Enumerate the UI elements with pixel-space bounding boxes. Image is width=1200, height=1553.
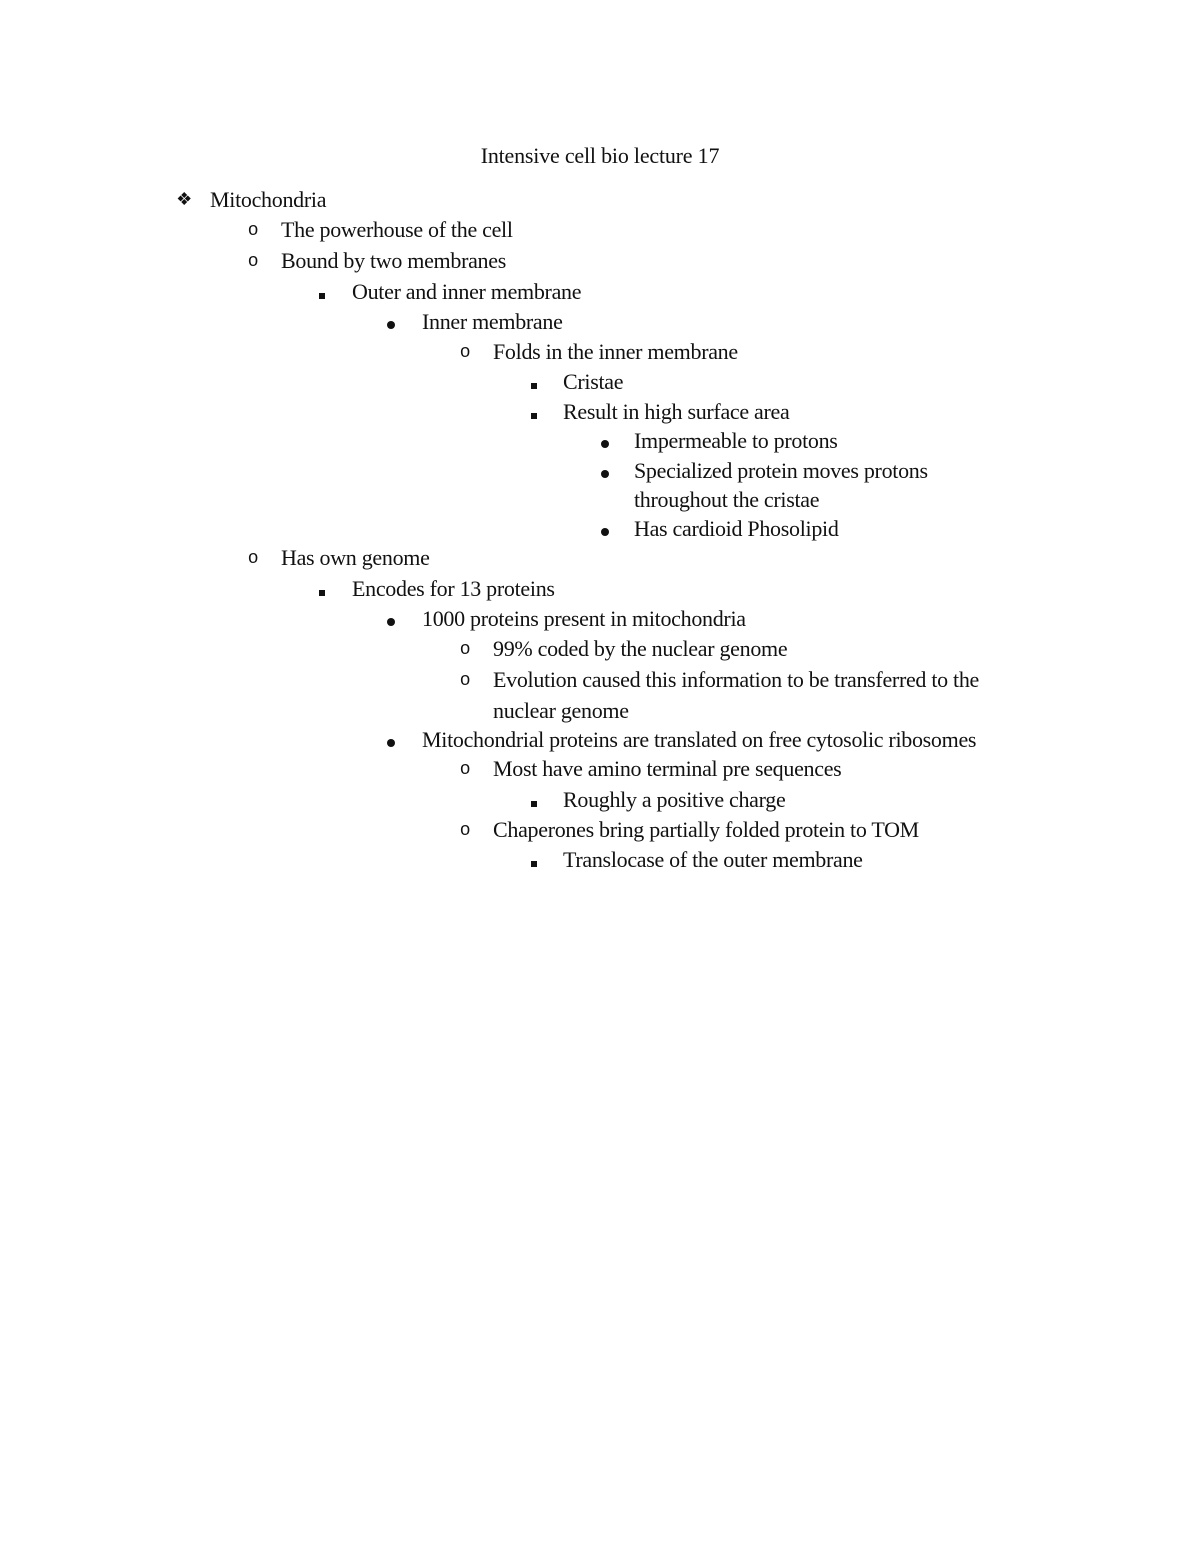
circle-bullet-icon: o <box>460 638 470 658</box>
square-bullet-icon <box>312 277 332 306</box>
circle-bullet-icon: o <box>248 547 258 567</box>
outline-item-text: Folds in the inner membrane <box>493 339 738 364</box>
outline-item <box>0 785 1200 814</box>
dot-bullet-icon <box>381 307 401 336</box>
outline-item <box>0 634 1200 663</box>
outline-item <box>0 277 1200 306</box>
outline-item <box>0 543 1200 572</box>
outline-item <box>0 725 1200 754</box>
outline-item-text: Cristae <box>563 369 624 394</box>
outline-item-text: throughout the cristae <box>634 487 820 512</box>
outline-item-text: The powerhouse of the cell <box>281 217 513 242</box>
outline-item <box>0 514 1200 543</box>
outline-item-text: Result in high surface area <box>563 399 790 424</box>
dot-bullet-icon <box>381 604 401 633</box>
outline-item-text: 99% coded by the nuclear genome <box>493 636 788 661</box>
outline-item-text: nuclear genome <box>493 698 629 723</box>
outline-item <box>0 665 1200 694</box>
outline-item <box>0 845 1200 874</box>
outline-item-text: Roughly a positive charge <box>563 787 786 812</box>
circle-bullet-icon: o <box>460 758 470 778</box>
outline-item-text: Encodes for 13 proteins <box>352 576 555 601</box>
outline-item-text: Has cardioid Phosolipid <box>634 516 839 541</box>
circle-bullet-icon: o <box>460 669 470 689</box>
square-bullet-icon <box>524 367 544 396</box>
square-bullet-icon <box>312 574 332 603</box>
dot-bullet-icon <box>381 725 401 754</box>
outline-item <box>0 604 1200 633</box>
outline-item <box>0 485 1200 514</box>
diamond-bullet-icon: ❖ <box>176 189 192 209</box>
outline-item-text: Chaperones bring partially folded protein to TOM <box>493 817 919 842</box>
outline-item <box>0 367 1200 396</box>
outline-item-text: Most have amino terminal pre sequences <box>493 756 842 781</box>
outline-item-text: Outer and inner membrane <box>352 279 582 304</box>
outline-item <box>0 696 1200 725</box>
square-bullet-icon <box>524 397 544 426</box>
outline-item <box>0 574 1200 603</box>
outline-item <box>0 246 1200 275</box>
outline-item-text: Bound by two membranes <box>281 248 506 273</box>
outline-item-text: 1000 proteins present in mitochondria <box>422 606 746 631</box>
outline-item-text: Inner membrane <box>422 309 563 334</box>
outline-item-text: Specialized protein moves protons <box>634 458 928 483</box>
outline-item <box>0 754 1200 783</box>
circle-bullet-icon: o <box>248 219 258 239</box>
outline-item <box>0 456 1200 485</box>
outline-item <box>0 337 1200 366</box>
outline-item <box>0 185 1200 214</box>
outline-item-text: Mitochondria <box>210 187 327 212</box>
outline-item <box>0 307 1200 336</box>
dot-bullet-icon <box>595 456 615 485</box>
outline-item-text: Has own genome <box>281 545 430 570</box>
circle-bullet-icon: o <box>248 250 258 270</box>
outline-item <box>0 397 1200 426</box>
outline-item-text: Translocase of the outer membrane <box>563 847 863 872</box>
circle-bullet-icon: o <box>460 341 470 361</box>
circle-bullet-icon: o <box>460 819 470 839</box>
square-bullet-icon <box>524 785 544 814</box>
dot-bullet-icon <box>595 426 615 455</box>
document-title: Intensive cell bio lecture 17 <box>480 143 720 168</box>
outline-item <box>0 426 1200 455</box>
outline-item-text: Evolution caused this information to be transferred to the <box>493 667 980 692</box>
square-bullet-icon <box>524 845 544 874</box>
dot-bullet-icon <box>595 514 615 543</box>
outline-item <box>0 815 1200 844</box>
outline-item <box>0 215 1200 244</box>
outline-item-text: Mitochondrial proteins are translated on free cytosolic ribosomes <box>422 727 977 752</box>
outline-item-text: Impermeable to protons <box>634 428 838 453</box>
